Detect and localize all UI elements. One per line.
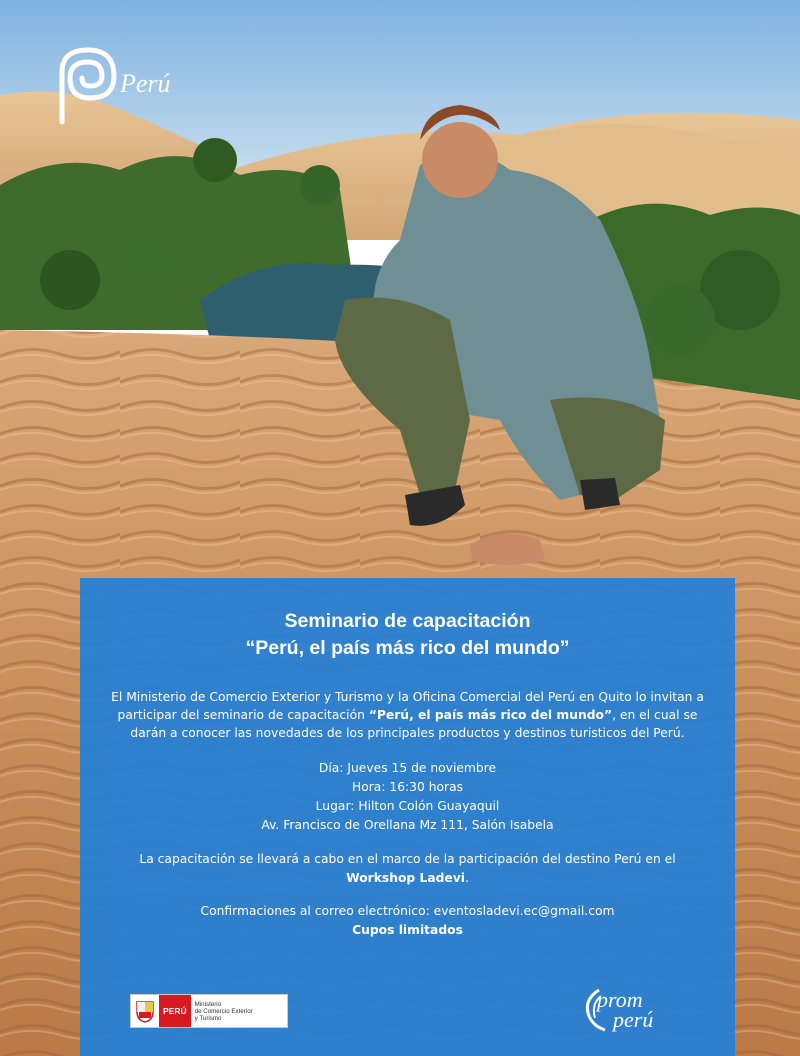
peru-tag: PERÚ — [159, 995, 191, 1027]
event-details — [80, 759, 735, 835]
title-line-2: “Perú, el país más rico del mundo” — [245, 637, 570, 659]
intro-bold-title: “Perú, el país más rico del mundo” — [368, 708, 613, 723]
workshop-note — [120, 850, 695, 888]
ministry-name: Ministerio de Comercio Exterior y Turismo — [194, 1000, 253, 1022]
intro-paragraph — [108, 688, 707, 743]
promperu-line-2: perú — [613, 1007, 654, 1032]
coat-of-arms-icon — [131, 995, 159, 1027]
title-line-1: Seminario de capacitación — [284, 610, 531, 632]
intro-text-2: , en el cual se darán a conocer las novedades de los principales productos y destinos turisticos del Perú. — [130, 708, 698, 741]
seminar-title — [80, 608, 735, 662]
ministry-logo — [130, 994, 288, 1028]
event-day: Día: Jueves 15 de noviembre — [318, 760, 497, 775]
promperu-line-1: prom — [597, 987, 643, 1012]
intro-text-1: El Ministerio de Comercio Exterior y Turismo y la Oficina Comercial del Perú en Quito lo invitan a participar del seminario de capacitación — [111, 690, 704, 723]
note-workshop-name: Workshop Ladevi — [346, 870, 465, 885]
event-place: Lugar: Hilton Colón Guayaquil — [315, 798, 500, 813]
promperu-logo — [579, 986, 679, 1034]
note-text-2: . — [465, 870, 469, 885]
logo-wordmark: Perú — [120, 69, 171, 98]
confirmation-email: Confirmaciones al correo electrónico: eventosladevi.ec@gmail.com — [200, 903, 615, 918]
marca-peru-logo — [50, 42, 210, 132]
limited-seats: Cupos limitados — [352, 922, 463, 937]
event-address: Av. Francisco de Orellana Mz 111, Salón Isabela — [261, 817, 554, 832]
invitation-panel — [80, 578, 735, 1056]
event-time: Hora: 16:30 horas — [351, 779, 464, 794]
promperu-wordmark — [597, 987, 654, 1032]
note-text-1: La capacitación se llevará a cabo en el marco de la participación del destino Perú en el — [139, 851, 676, 866]
